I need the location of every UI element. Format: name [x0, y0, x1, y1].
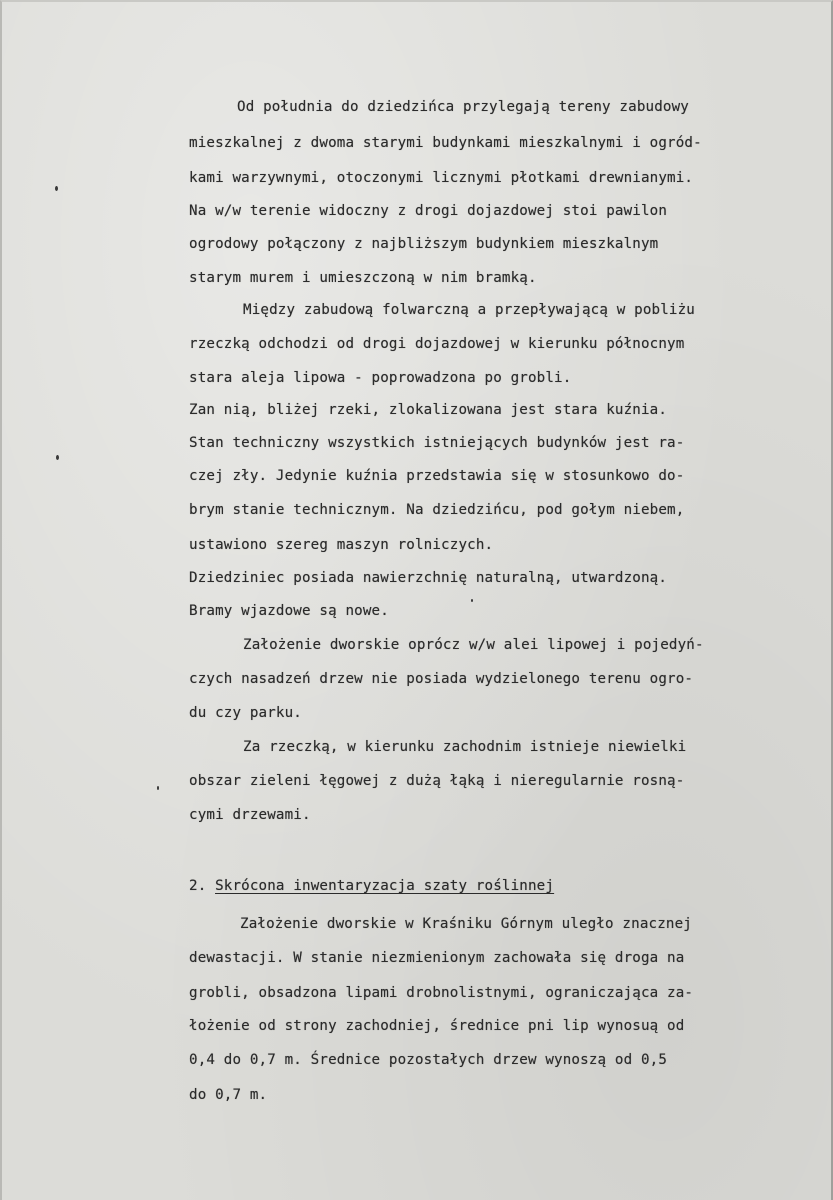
text-line: Bramy wjazdowe są nowe. — [189, 603, 389, 619]
text-line: Od południa do dziedzińca przylegają tereny zabudowy — [237, 99, 689, 115]
text-line: Zan nią, bliżej rzeki, zlokalizowana jest stara kuźnia. — [189, 402, 668, 418]
text-line: Założenie dworskie oprócz w/w alei lipowej i pojedyń- — [243, 637, 704, 653]
ink-speck — [157, 786, 159, 790]
ink-speck — [55, 186, 58, 191]
text-line: grobli, obsadzona lipami drobnolistnymi, ograniczająca za- — [189, 985, 694, 1001]
ink-speck — [56, 455, 59, 460]
text-line: obszar zieleni łęgowej z dużą łąką i nieregularnie rosną- — [189, 773, 685, 789]
text-line: stara aleja lipowa - poprowadzona po grobli. — [189, 370, 572, 386]
text-line: Za rzeczką, w kierunku zachodnim istnieje niewielki — [243, 739, 687, 755]
section-title: Skrócona inwentaryzacja szaty roślinnej — [215, 878, 555, 894]
text-line: czych nasadzeń drzew nie posiada wydzielonego terenu ogro- — [189, 671, 694, 687]
text-line: 0,4 do 0,7 m. Średnice pozostałych drzew wynoszą od 0,5 — [189, 1052, 668, 1068]
text-line: Stan techniczny wszystkich istniejących budynków jest ra- — [189, 435, 685, 451]
text-line: rzeczką odchodzi od drogi dojazdowej w kierunku północnym — [189, 336, 685, 352]
text-line: czej zły. Jedynie kuźnia przedstawia się w stosunkowo do- — [189, 468, 685, 484]
text-line: łożenie od strony zachodniej, średnice pni lip wynosuą od — [189, 1018, 685, 1034]
text-line: Dziedziniec posiada nawierzchnię naturalną, utwardzoną. — [189, 570, 668, 586]
text-line: du czy parku. — [189, 705, 302, 721]
text-line: dewastacji. W stanie niezmienionym zachowała się droga na — [189, 950, 685, 966]
text-line: cymi drzewami. — [189, 807, 311, 823]
text-line: Między zabudową folwarczną a przepływającą w pobliżu — [243, 302, 695, 318]
section-heading — [189, 878, 554, 894]
text-line: starym murem i umieszczoną w nim bramką. — [189, 270, 537, 286]
text-line: do 0,7 m. — [189, 1087, 268, 1103]
text-line: ogrodowy połączony z najbliższym budynkiem mieszkalnym — [189, 236, 659, 252]
text-line: kami warzywnymi, otoczonymi licznymi płotkami drewnianymi. — [189, 170, 694, 186]
ink-speck — [471, 599, 473, 602]
text-line: mieszkalnej z dwoma starymi budynkami mieszkalnymi i ogród- — [189, 135, 702, 151]
text-line: ustawiono szereg maszyn rolniczych. — [189, 537, 494, 553]
text-line: Na w/w terenie widoczny z drogi dojazdowej stoi pawilon — [189, 203, 668, 219]
text-line: Założenie dworskie w Kraśniku Górnym uległo znacznej — [240, 916, 692, 932]
section-number: 2. — [189, 878, 207, 894]
text-line: brym stanie technicznym. Na dziedzińcu, pod gołym niebem, — [189, 502, 685, 518]
